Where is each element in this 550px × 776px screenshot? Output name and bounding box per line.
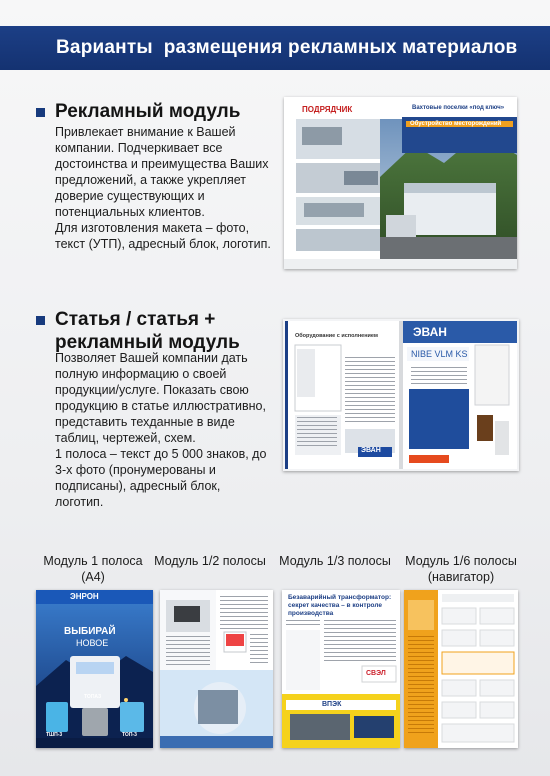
ad-sample-brand: ПОДРЯДЧИК [302,105,353,114]
article-sample-product: NIBE VLM KS [411,349,468,359]
full-page-slogan: ВЫБИРАЙ [64,626,116,637]
module-half-page-sample [160,590,273,748]
half-page-text-block [166,636,210,666]
third-page-heading: Безаварийный трансформатор: секрет качества – в контроле производства [288,594,392,617]
section-article-heading [36,308,240,354]
module-full-page-label: Модуль 1 полоса (А4) [43,554,143,584]
module-third-page-sample [282,590,400,748]
ad-module-sample-image [284,97,517,269]
article-text-block [345,357,395,423]
article-text-block [411,367,467,385]
bullet-square-icon [36,108,45,117]
module-half-page-label: Модуль 1/2 полосы [154,554,266,568]
section-article-description: Позволяет Вашей компании дать полную информацию о своей продукции/услуге. Показать свою продукцию в статье иллюстративно, представить техданные в виде таблиц, чертежей, схем. 1 полоса – текст до 5 000 знаков, до 3-х фото (пронумерованы и подписаны), адресный блок, логотип. [55,351,267,509]
ad-sample-service: Обустройство месторождений [410,121,502,127]
page-title: Варианты размещения рекламных материалов [56,37,518,58]
module-sixth-page-label: Модуль 1/6 полосы (навигатор) [405,554,517,584]
section-ad-module-heading [36,100,240,123]
article-sample-brand-small: ЭВАН [361,447,381,454]
full-page-illustration [36,590,153,748]
article-text-block [297,417,337,449]
section-title: Рекламный модуль [55,101,241,122]
article-sample-heading: Оборудование с исполнением [295,333,378,339]
third-page-text-block [324,620,396,664]
full-page-model-3: ТОП-3 [122,732,137,738]
third-page-text-block [286,620,320,628]
article-spread-sample-image [283,319,519,471]
module-third-page-label: Модуль 1/3 полосы [279,554,391,568]
sixth-page-text-block [408,636,434,736]
half-page-text-block [250,634,268,664]
full-page-slogan-new: НОВОЕ [76,638,109,648]
full-page-model-2: ТОПАЗ [84,694,102,700]
half-page-text-block [220,596,268,630]
full-page-brand: ЭНРОН [70,592,99,601]
header-banner [0,26,550,70]
section-ad-module-description: Привлекает внимание к Вашей компании. Подчеркивает все достоинства и преимущества Ваших предложений, а также укрепляет доверие существующих и потенциальных клиентов. Для изготовления макета – фото, текст (УТП), адресный блок, логотип. [55,125,271,251]
module-sixth-page-sample [404,590,518,748]
third-page-logo: СВЭЛ [366,670,386,677]
ad-sample-tagline: Вахтовые поселки «под ключ» [412,105,505,111]
article-sample-brand: ЭВАН [413,325,447,339]
section-title: Статья / статья + рекламный модуль [55,309,240,353]
module-full-page-sample [36,590,153,748]
third-page-brand: ВПЭК [322,701,342,708]
full-page-model-1: ТШП-3 [46,732,63,738]
bullet-square-icon [36,316,45,325]
